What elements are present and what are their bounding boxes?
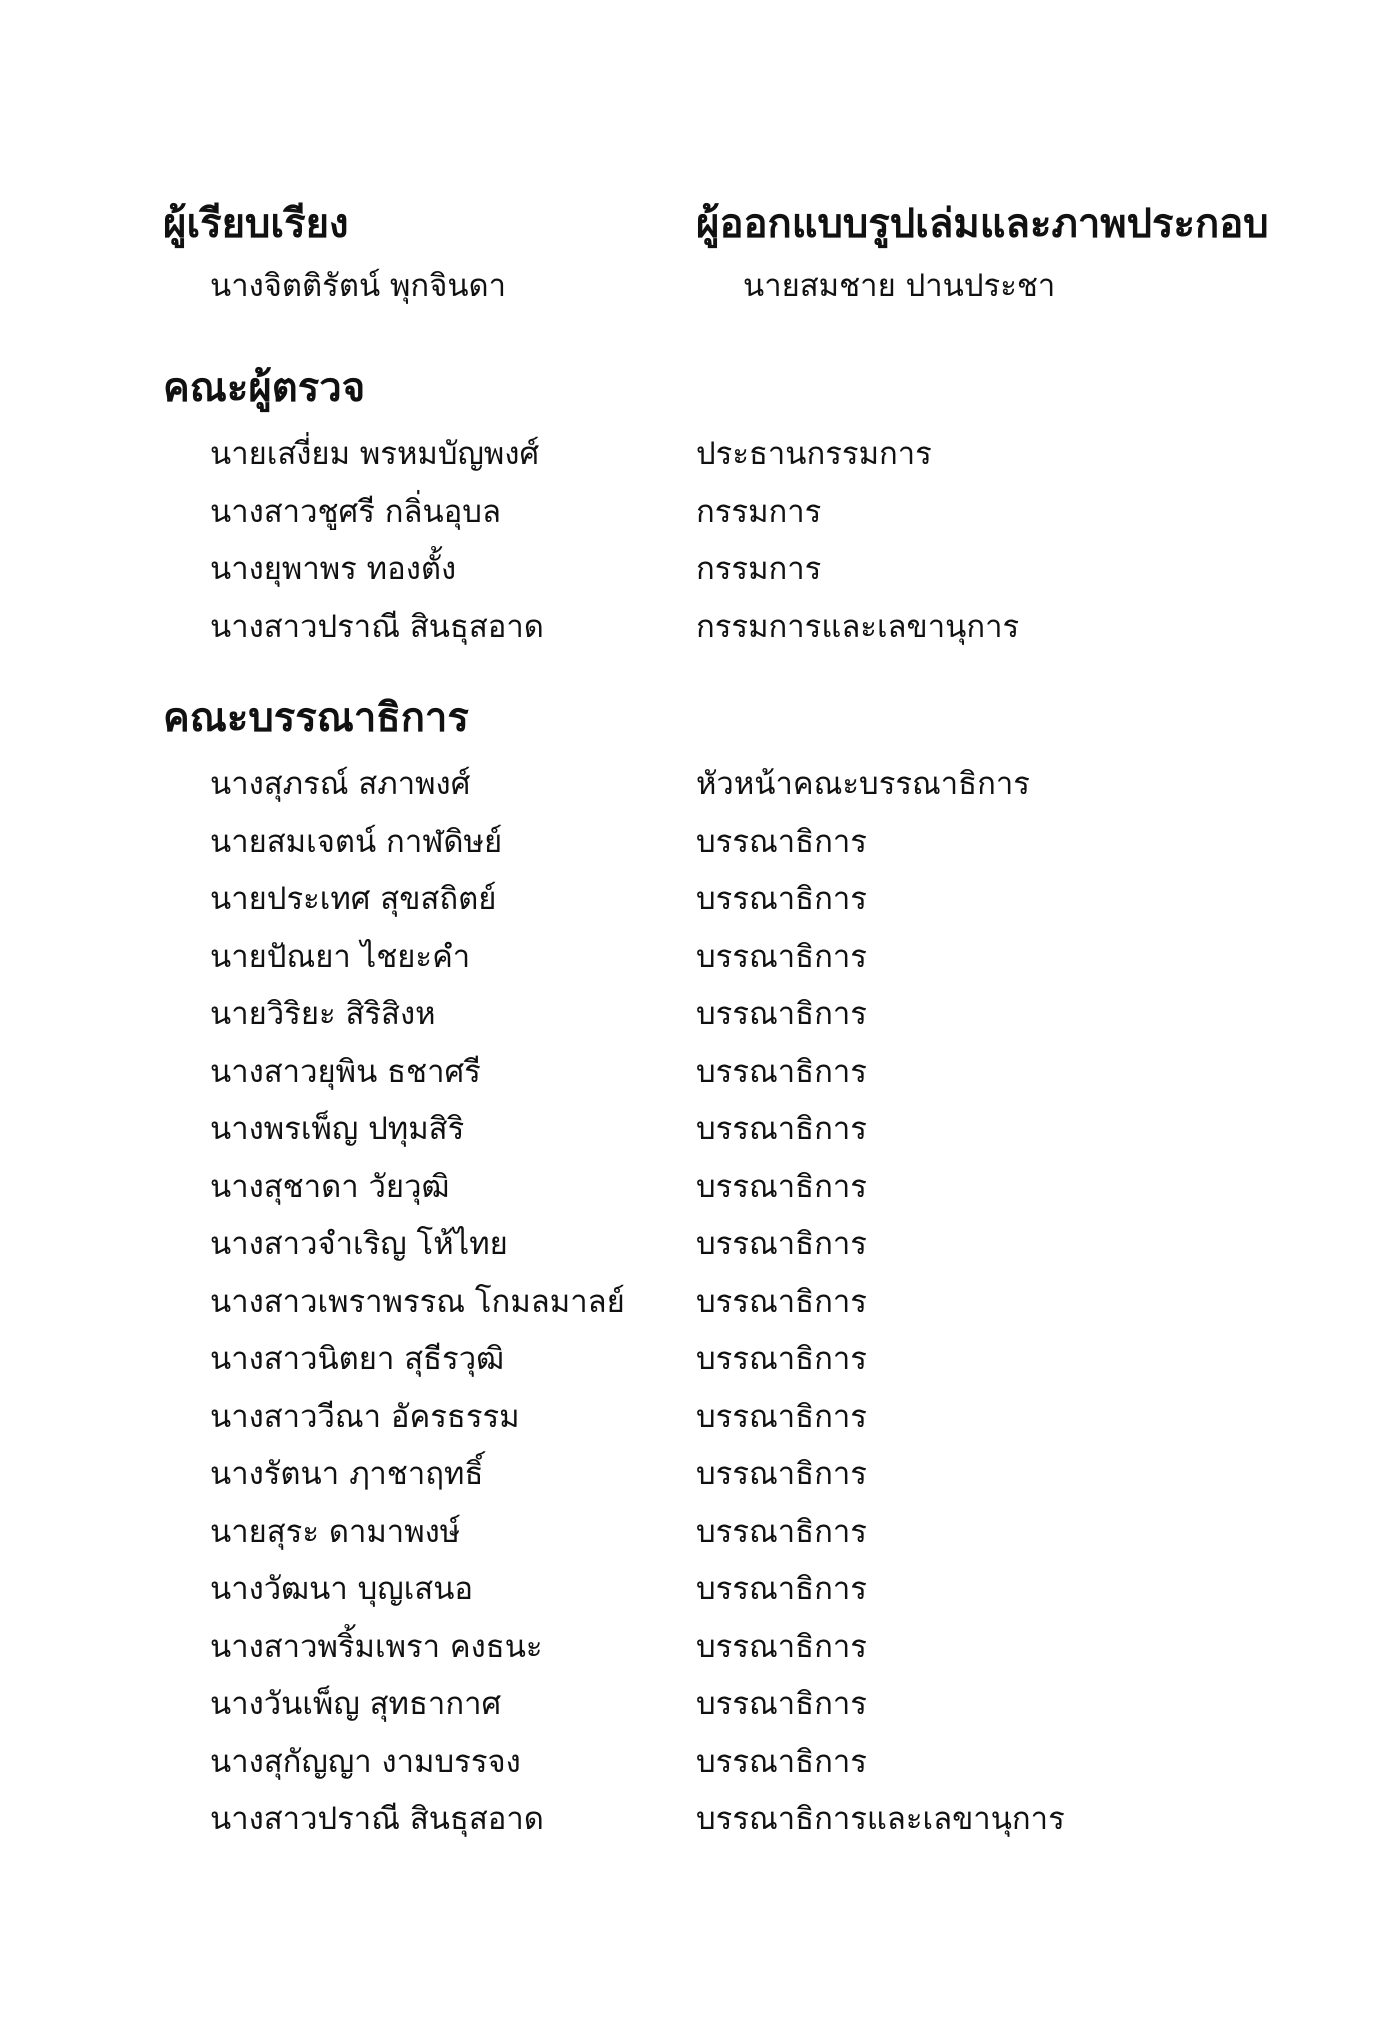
reviewer-role: กรรมการ — [696, 493, 822, 530]
editors-section — [163, 690, 1263, 1849]
editor-name: นางสาวเพราพรรณ โกมลมาลย์ — [210, 1283, 625, 1320]
editor-name: นายประเทศ สุขสถิตย์ — [210, 881, 497, 917]
editor-role: บรรณาธิการ — [696, 1513, 867, 1550]
editor-name: นายปัณยา ไชยะคำ — [210, 938, 471, 975]
editor-row — [163, 814, 1263, 872]
editor-role: บรรณาธิการ — [696, 823, 867, 860]
editor-role: บรรณาธิการ — [696, 1168, 867, 1205]
reviewer-row — [163, 599, 1263, 657]
reviewer-name: นางสาวปราณี สินธุสอาด — [210, 608, 544, 645]
editor-role: บรรณาธิการ — [696, 881, 867, 917]
editor-name: นางสุภรณ์ สภาพงศ์ — [210, 766, 471, 802]
reviewer-row — [163, 484, 1263, 542]
editor-name: นางสาวจำเริญ โห้ไทย — [210, 1226, 508, 1262]
editor-name: นางสาววีณา อัครธรรม — [210, 1398, 520, 1435]
editor-row — [163, 1504, 1263, 1562]
editor-role: บรรณาธิการและเลขานุการ — [696, 1801, 1065, 1837]
editor-row — [163, 1274, 1263, 1332]
editor-row — [163, 756, 1263, 814]
editor-role: บรรณาธิการ — [696, 1053, 867, 1090]
reviewers-heading: คณะผู้ตรวจ — [163, 365, 366, 411]
editor-row — [163, 1619, 1263, 1677]
editor-name: นางสาวปราณี สินธุสอาด — [210, 1801, 544, 1837]
editor-row — [163, 1389, 1263, 1447]
editor-row — [163, 1676, 1263, 1734]
reviewer-name: นายเสงี่ยม พรหมบัญพงศ์ — [210, 436, 540, 472]
editor-name: นายวิริยะ สิริสิงห — [210, 996, 436, 1032]
editor-row — [163, 1044, 1263, 1102]
editor-name: นายสมเจตน์ กาฬดิษย์ — [210, 823, 503, 860]
editor-name: นางสุกัญญา งามบรรจง — [210, 1743, 521, 1780]
editor-name: นางพรเพ็ญ ปทุมสิริ — [210, 1111, 465, 1147]
editor-row — [163, 1331, 1263, 1389]
reviewer-role: ประธานกรรมการ — [696, 436, 932, 472]
editor-role: บรรณาธิการ — [696, 1226, 867, 1262]
editor-name: นางสาวยุพิน ธชาศรี — [210, 1053, 481, 1090]
editor-row — [163, 1446, 1263, 1504]
reviewer-row — [163, 541, 1263, 599]
reviewer-role: กรรมการ — [696, 551, 822, 587]
editor-role: บรรณาธิการ — [696, 996, 867, 1032]
reviewers-list — [163, 426, 1263, 656]
compilers-heading: ผู้เรียบเรียง — [163, 201, 349, 247]
editor-role: บรรณาธิการ — [696, 1686, 867, 1722]
editor-row — [163, 871, 1263, 929]
editor-row — [163, 1159, 1263, 1217]
editor-role: บรรณาธิการ — [696, 1456, 867, 1492]
editors-heading: คณะบรรณาธิการ — [163, 695, 469, 741]
editor-row — [163, 1734, 1263, 1792]
credits-top-block — [163, 196, 1269, 310]
editor-role: บรรณาธิการ — [696, 1743, 867, 1780]
editor-name: นางวัฒนา บุญเสนอ — [210, 1571, 474, 1607]
editor-role: บรรณาธิการ — [696, 1341, 867, 1377]
editor-role: บรรณาธิการ — [696, 1628, 867, 1665]
editor-row — [163, 929, 1263, 987]
compiler-name: นางจิตติรัตน์ พุกจินดา — [210, 268, 507, 304]
editor-role: บรรณาธิการ — [696, 1398, 867, 1435]
reviewer-role: กรรมการและเลขานุการ — [696, 608, 1020, 645]
editor-role: หัวหน้าคณะบรรณาธิการ — [696, 766, 1030, 802]
reviewer-name: นางยุพาพร ทองตั้ง — [210, 551, 457, 587]
editor-role: บรรณาธิการ — [696, 938, 867, 975]
editors-list — [163, 756, 1263, 1849]
editor-row — [163, 986, 1263, 1044]
designer-column — [696, 196, 1269, 310]
compilers-column — [163, 196, 696, 310]
editor-role: บรรณาธิการ — [696, 1111, 867, 1147]
editor-row — [163, 1101, 1263, 1159]
editor-role: บรรณาธิการ — [696, 1571, 867, 1607]
designer-name: นายสมชาย ปานประชา — [743, 268, 1056, 304]
editor-name: นางสาวพริ้มเพรา คงธนะ — [210, 1628, 543, 1665]
editor-row — [163, 1561, 1263, 1619]
designer-heading: ผู้ออกแบบรูปเล่มและภาพประกอบ — [696, 201, 1269, 247]
editor-name: นางสุชาดา วัยวุฒิ — [210, 1168, 450, 1205]
reviewer-row — [163, 426, 1263, 484]
editor-role: บรรณาธิการ — [696, 1283, 867, 1320]
reviewer-name: นางสาวชูศรี กลิ่นอุบล — [210, 493, 501, 530]
editor-name: นางรัตนา ฦาชาฤทธิ์ — [210, 1456, 484, 1492]
editor-row — [163, 1216, 1263, 1274]
editor-row — [163, 1791, 1263, 1849]
reviewers-section — [163, 360, 1263, 656]
editor-name: นางสาวนิตยา สุธีรวุฒิ — [210, 1341, 505, 1377]
editor-name: นายสุระ ดามาพงษ์ — [210, 1513, 461, 1550]
editor-name: นางวันเพ็ญ สุทธากาศ — [210, 1686, 502, 1722]
